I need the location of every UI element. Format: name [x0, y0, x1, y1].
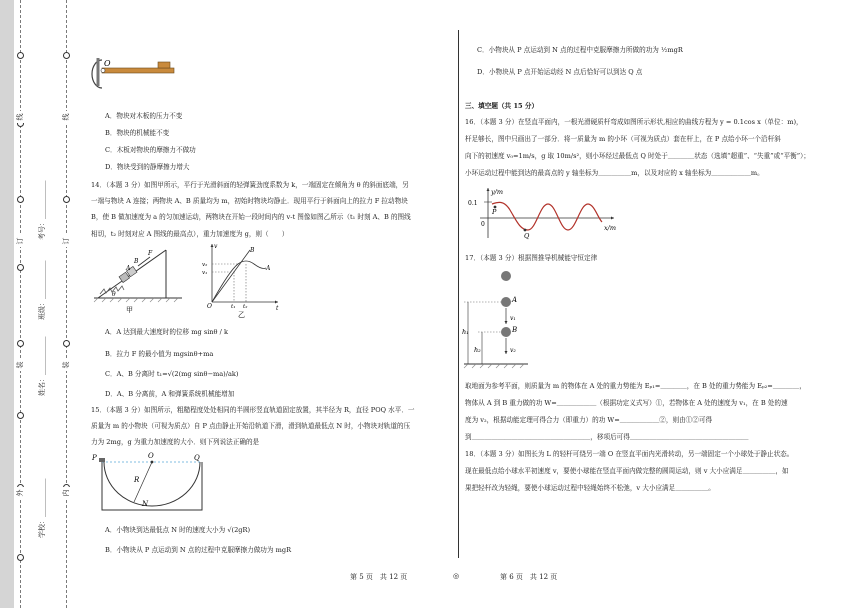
svg-text:B: B [250, 247, 255, 254]
gutter-char: 订 [15, 235, 25, 247]
svg-text:B: B [134, 258, 139, 265]
gutter-char: 线 [61, 111, 71, 123]
inner-cut-line [66, 0, 67, 608]
q18-line: 果把轻杆改为轻绳，要使小球运动过程中轻绳始终不松弛，v 大小应满足＿＿＿＿＿。 [465, 484, 715, 492]
svg-text:v₁: v₁ [202, 270, 208, 276]
q14-option-c: C．A、B 分离时 t₁=√(2(mg sinθ−ma)/ak) [105, 370, 239, 378]
class-field[interactable]: 班级：___________ [38, 260, 46, 320]
label-jia: 甲 [126, 306, 133, 314]
q17-figure [462, 266, 532, 374]
q13-figure [92, 44, 182, 84]
q13-label-O: O [104, 59, 111, 68]
page-number-left: 第 5 页 共 12 页 [350, 573, 408, 581]
svg-text:O: O [148, 452, 154, 460]
q15-option-a: A．小物块到达最低点 N 时的速度大小为 √(2gR) [105, 526, 251, 534]
q14-option-b: B．拉力 F 的最小值为 mgsinθ+ma [105, 350, 214, 358]
q18-line: 18．（本题 3 分）如图长为 L 的轻杆可绕另一端 O 在竖直平面内光滑转动，另一端固定一个小球处于静止状态。 [465, 450, 794, 458]
svg-text:t₁: t₁ [231, 304, 236, 310]
svg-text:R: R [134, 476, 140, 484]
q14-figure-yi [202, 242, 282, 318]
gutter-char: 外 [15, 487, 25, 499]
q15-line: 力为 2mg，g 为重力加速度的大小．则下列说法正确的是 [91, 438, 260, 446]
q16-line: 杆足够长，图中只画出了一部分．将一质量为 m 的小环（可视为质点）套在杆上，在 P 点给小环一个沿杆斜 [465, 135, 781, 143]
name-field[interactable]: 姓名：___________ [38, 336, 46, 396]
punch-circle [63, 340, 70, 347]
page-number-right: 第 6 页 共 12 页 [500, 573, 558, 581]
punch-circle [17, 52, 24, 59]
svg-text:v₁: v₁ [510, 315, 516, 322]
school-field[interactable]: 学校：___________ [38, 478, 46, 538]
svg-text:0: 0 [481, 221, 485, 228]
svg-text:v₂: v₂ [510, 347, 516, 354]
svg-text:v: v [214, 243, 218, 250]
punch-circle [17, 196, 24, 203]
gutter-char: 订 [61, 235, 71, 247]
gutter-char: 内 [61, 487, 71, 499]
q16-figure [464, 186, 624, 242]
q15-line: 质量为 m 的小物块（可视为质点）自 P 点由静止开始沿轨道下滑，滑到轨道最低点 N 时，小物块对轨道的压 [91, 422, 411, 430]
column-divider [458, 30, 459, 558]
punch-circle [17, 412, 24, 419]
q14-line: 相切，t₂ 时刻对应 A 图线的最高点），重力加速度为 g，则（ ） [91, 230, 289, 238]
q14-line: B，使 B 做加速度为 a 的匀加速运动，两物块在开始一段时间内的 v-t 图像如图乙所示（t₁ 时刻 A、B 的图线 [91, 213, 411, 221]
punch-circle [63, 52, 70, 59]
q17-line: 取地面为参考平面，则质量为 m 的物体在 A 处的重力势能为 Eₚ₁=＿＿＿＿，在 B 处的重力势能为 Eₚ₂=＿＿＿＿， [465, 382, 806, 390]
exam-number-field[interactable]: 考号：___________ [38, 180, 46, 240]
gutter-char: 装 [61, 359, 71, 371]
q15-option-c: C．小物块从 P 点运动到 N 点的过程中克服摩擦力所做的功为 ½mgR [477, 46, 683, 54]
svg-text:P: P [492, 208, 497, 216]
q15-option-d: D．小物块从 P 点开始运动经 N 点后恰好可以到达 Q 点 [477, 68, 643, 76]
q16-line: 向下的初速度 v₀=1m/s，g 取 10m/s²，则小环经过最低点 Q 时处于＿＿＿＿状态（选填“超重”、“失重”或“平衡”）； [465, 152, 811, 160]
svg-text:A: A [266, 265, 271, 272]
q14-figure-jia [90, 244, 190, 314]
q17-line: 度为 v₂，根据动能定理可得合力（即重力）的功 W=＿＿＿＿＿＿②，则由①②可得 [465, 416, 713, 424]
footer-divider-symbol: ◎ [453, 572, 460, 580]
q16-line: 16．（本题 3 分）在竖直平面内，一根光滑硬质杆弯成如图所示形状,相应的曲线方程为 y = 0.1cos x（单位：m)， [465, 118, 803, 126]
svg-text:A: A [512, 296, 518, 304]
svg-text:h₁: h₁ [462, 328, 469, 336]
q17-line: 17．（本题 3 分）根据图推导机械能守恒定律 [465, 254, 598, 262]
q17-line: 到＿＿＿＿＿＿＿＿＿＿＿＿＿＿＿＿＿＿，移项后可得＿＿＿＿＿＿＿＿＿＿＿＿＿＿＿＿＿＿ [465, 433, 749, 441]
svg-text:y/m: y/m [491, 188, 504, 196]
q14-line: 一端与物块 A 连接；两物块 A、B 质量均为 m，初始时物块均静止．现用平行于斜面向上的拉力 F 拉动物块 [91, 197, 408, 205]
gutter-strip [0, 0, 14, 608]
binding-gutter [0, 0, 72, 608]
q14-option-d: D．A、B 分离前，A 和弹簧系统机械能增加 [105, 390, 235, 398]
q18-line: 现在最低点给小球水平初速度 v，要使小球能在竖直平面内做完整的圆周运动，则 v 大小应满足＿＿＿＿＿，如 [465, 467, 789, 475]
gutter-char: 装 [15, 359, 25, 371]
svg-text:h₂: h₂ [474, 346, 481, 354]
gutter-char: 线 [15, 111, 25, 123]
q14-line: 14．（本题 3 分）如图甲所示，平行于光滑斜面的轻弹簧劲度系数为 k，一端固定在倾角为 θ 的斜面底端，另 [91, 181, 409, 189]
svg-text:P: P [92, 454, 97, 462]
svg-text:F: F [148, 250, 153, 257]
svg-text:B: B [512, 326, 518, 334]
punch-circle [63, 196, 70, 203]
punch-circle [17, 264, 24, 271]
svg-text:Q: Q [194, 454, 200, 462]
outer-cut-line [20, 0, 21, 608]
svg-text:N: N [142, 500, 149, 508]
section-title: 三、填空题（共 15 分） [465, 102, 539, 110]
svg-text:0.1: 0.1 [468, 200, 478, 207]
q14-option-a: A．A 达到最大速度时的位移 mg sinθ / k [105, 328, 228, 336]
svg-text:t: t [276, 305, 279, 312]
q17-line: 物体从 A 到 B 重力做的功 W=＿＿＿＿＿＿（根据功定义式写）①，若物体在 A 处的速度为 v₁，在 B 处的速 [465, 399, 788, 407]
q13-option-b: B．物块的机械能不变 [105, 129, 170, 137]
svg-text:x/m: x/m [604, 224, 617, 232]
q15-figure [90, 452, 210, 516]
svg-text:θ: θ [112, 291, 116, 298]
svg-text:Q: Q [524, 232, 530, 240]
q15-option-b: B．小物块从 P 点运动到 N 点的过程中克服摩擦力做功为 mgR [105, 546, 292, 554]
svg-text:v₂: v₂ [202, 262, 208, 268]
svg-text:t₂: t₂ [243, 304, 248, 310]
q13-option-a: A．物块对木板的压力不变 [105, 112, 183, 120]
q16-line: 小环运动过程中能到达的最高点的 y 轴坐标为＿＿＿＿＿m，以及对应的 x 轴坐标为＿＿＿＿＿＿m。 [465, 169, 764, 177]
svg-text:O: O [207, 303, 212, 310]
label-yi: 乙 [238, 311, 245, 319]
q13-option-c: C．木板对物块的摩擦力不做功 [105, 146, 196, 154]
punch-circle [17, 340, 24, 347]
svg-text:A: A [126, 265, 131, 272]
punch-circle [17, 554, 24, 561]
q13-option-d: D．物块受到的静摩擦力增大 [105, 163, 190, 171]
q15-line: 15．（本题 3 分）如图所示，粗糙程度处处相同的半圆形竖直轨道固定放置，其半径为 R，直径 POQ 水平．一 [91, 406, 415, 414]
